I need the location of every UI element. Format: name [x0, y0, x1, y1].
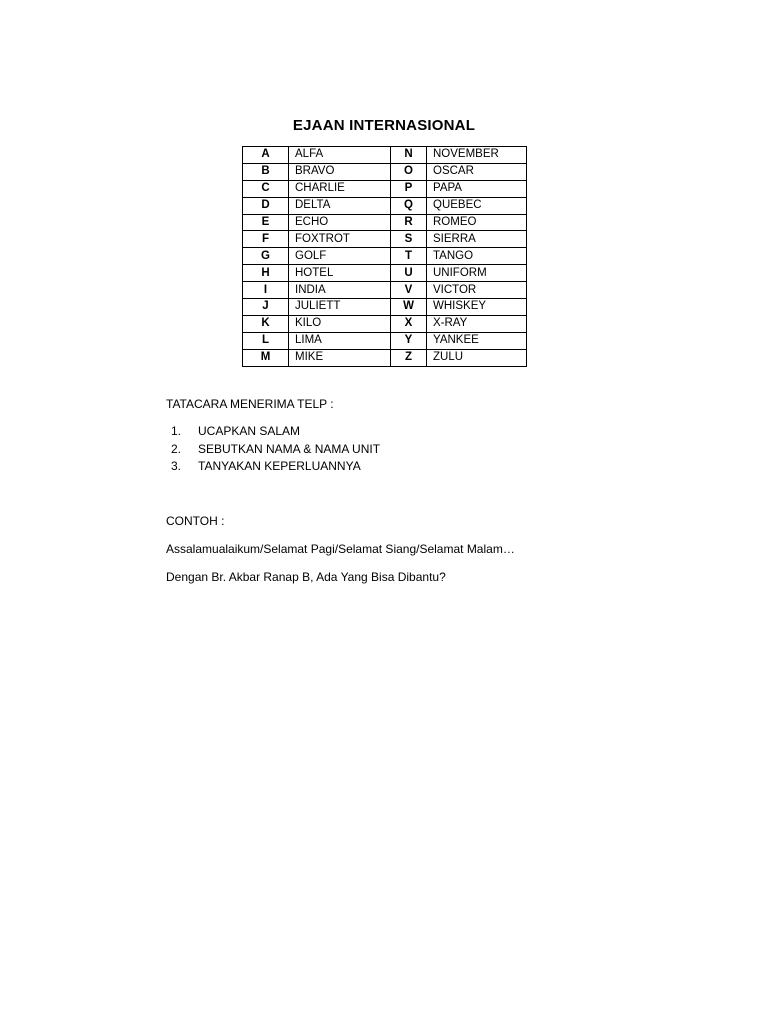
alphabet-row [243, 299, 527, 316]
example-greeting: Assalamualaikum/Selamat Pagi/Selamat Siang/Selamat Malam… [166, 542, 515, 556]
alphabet-row [243, 265, 527, 282]
left-letter-cell: I [243, 282, 289, 299]
right-letter-cell: T [391, 248, 427, 265]
left-letter-cell: J [243, 299, 289, 316]
left-letter-cell: M [243, 349, 289, 366]
left-letter-cell: K [243, 315, 289, 332]
right-word-cell: UNIFORM [427, 265, 527, 282]
right-word-cell: VICTOR [427, 282, 527, 299]
right-letter-cell: N [391, 147, 427, 164]
left-letter-cell: G [243, 248, 289, 265]
right-word-cell: TANGO [427, 248, 527, 265]
left-letter-cell: H [243, 265, 289, 282]
alphabet-row [243, 332, 527, 349]
right-letter-cell: Y [391, 332, 427, 349]
left-word-cell: FOXTROT [289, 231, 391, 248]
right-word-cell: QUEBEC [427, 197, 527, 214]
right-word-cell: X-RAY [427, 315, 527, 332]
step-number: 2. [171, 441, 182, 456]
alphabet-row [243, 231, 527, 248]
alphabet-row [243, 180, 527, 197]
document-title: EJAAN INTERNASIONAL [292, 117, 476, 134]
left-word-cell: ALFA [289, 147, 391, 164]
alphabet-row [243, 248, 527, 265]
right-letter-cell: V [391, 282, 427, 299]
left-letter-cell: C [243, 180, 289, 197]
left-word-cell: BRAVO [289, 163, 391, 180]
right-letter-cell: Z [391, 349, 427, 366]
procedure-steps [166, 423, 380, 476]
right-letter-cell: X [391, 315, 427, 332]
right-word-cell: PAPA [427, 180, 527, 197]
left-letter-cell: L [243, 332, 289, 349]
alphabet-row [243, 282, 527, 299]
left-word-cell: JULIETT [289, 299, 391, 316]
right-letter-cell: W [391, 299, 427, 316]
alphabet-row [243, 349, 527, 366]
alphabet-row [243, 197, 527, 214]
spelling-alphabet-table [242, 146, 527, 367]
left-word-cell: ECHO [289, 214, 391, 231]
left-word-cell: MIKE [289, 349, 391, 366]
left-letter-cell: A [243, 147, 289, 164]
right-word-cell: OSCAR [427, 163, 527, 180]
alphabet-row [243, 147, 527, 164]
left-word-cell: KILO [289, 315, 391, 332]
left-letter-cell: E [243, 214, 289, 231]
step-text: UCAPKAN SALAM [198, 424, 301, 438]
left-word-cell: GOLF [289, 248, 391, 265]
example-heading: CONTOH : [166, 514, 225, 528]
right-letter-cell: U [391, 265, 427, 282]
procedure-step [166, 458, 380, 476]
right-letter-cell: Q [391, 197, 427, 214]
left-letter-cell: F [243, 231, 289, 248]
left-word-cell: HOTEL [289, 265, 391, 282]
right-letter-cell: O [391, 163, 427, 180]
step-text: TANYAKAN KEPERLUANNYA [198, 459, 361, 473]
example-introduction: Dengan Br. Akbar Ranap B, Ada Yang Bisa Dibantu? [166, 570, 446, 584]
step-number: 1. [171, 424, 182, 438]
left-word-cell: CHARLIE [289, 180, 391, 197]
alphabet-row [243, 163, 527, 180]
right-word-cell: NOVEMBER [427, 147, 527, 164]
right-word-cell: YANKEE [427, 332, 527, 349]
right-word-cell: ZULU [427, 349, 527, 366]
left-letter-cell: B [243, 163, 289, 180]
step-text: SEBUTKAN NAMA & NAMA UNIT [198, 441, 381, 456]
left-letter-cell: D [243, 197, 289, 214]
step-number: 3. [171, 459, 182, 473]
left-word-cell: DELTA [289, 197, 391, 214]
procedure-step [166, 441, 380, 459]
right-word-cell: ROMEO [427, 214, 527, 231]
right-word-cell: WHISKEY [427, 299, 527, 316]
left-word-cell: INDIA [289, 282, 391, 299]
spelling-alphabet-body [243, 147, 527, 367]
right-letter-cell: R [391, 214, 427, 231]
right-word-cell: SIERRA [427, 231, 527, 248]
right-letter-cell: P [391, 180, 427, 197]
procedure-heading: TATACARA MENERIMA TELP : [166, 397, 334, 411]
procedure-step [166, 423, 380, 441]
left-word-cell: LIMA [289, 332, 391, 349]
alphabet-row [243, 315, 527, 332]
right-letter-cell: S [391, 231, 427, 248]
alphabet-row [243, 214, 527, 231]
